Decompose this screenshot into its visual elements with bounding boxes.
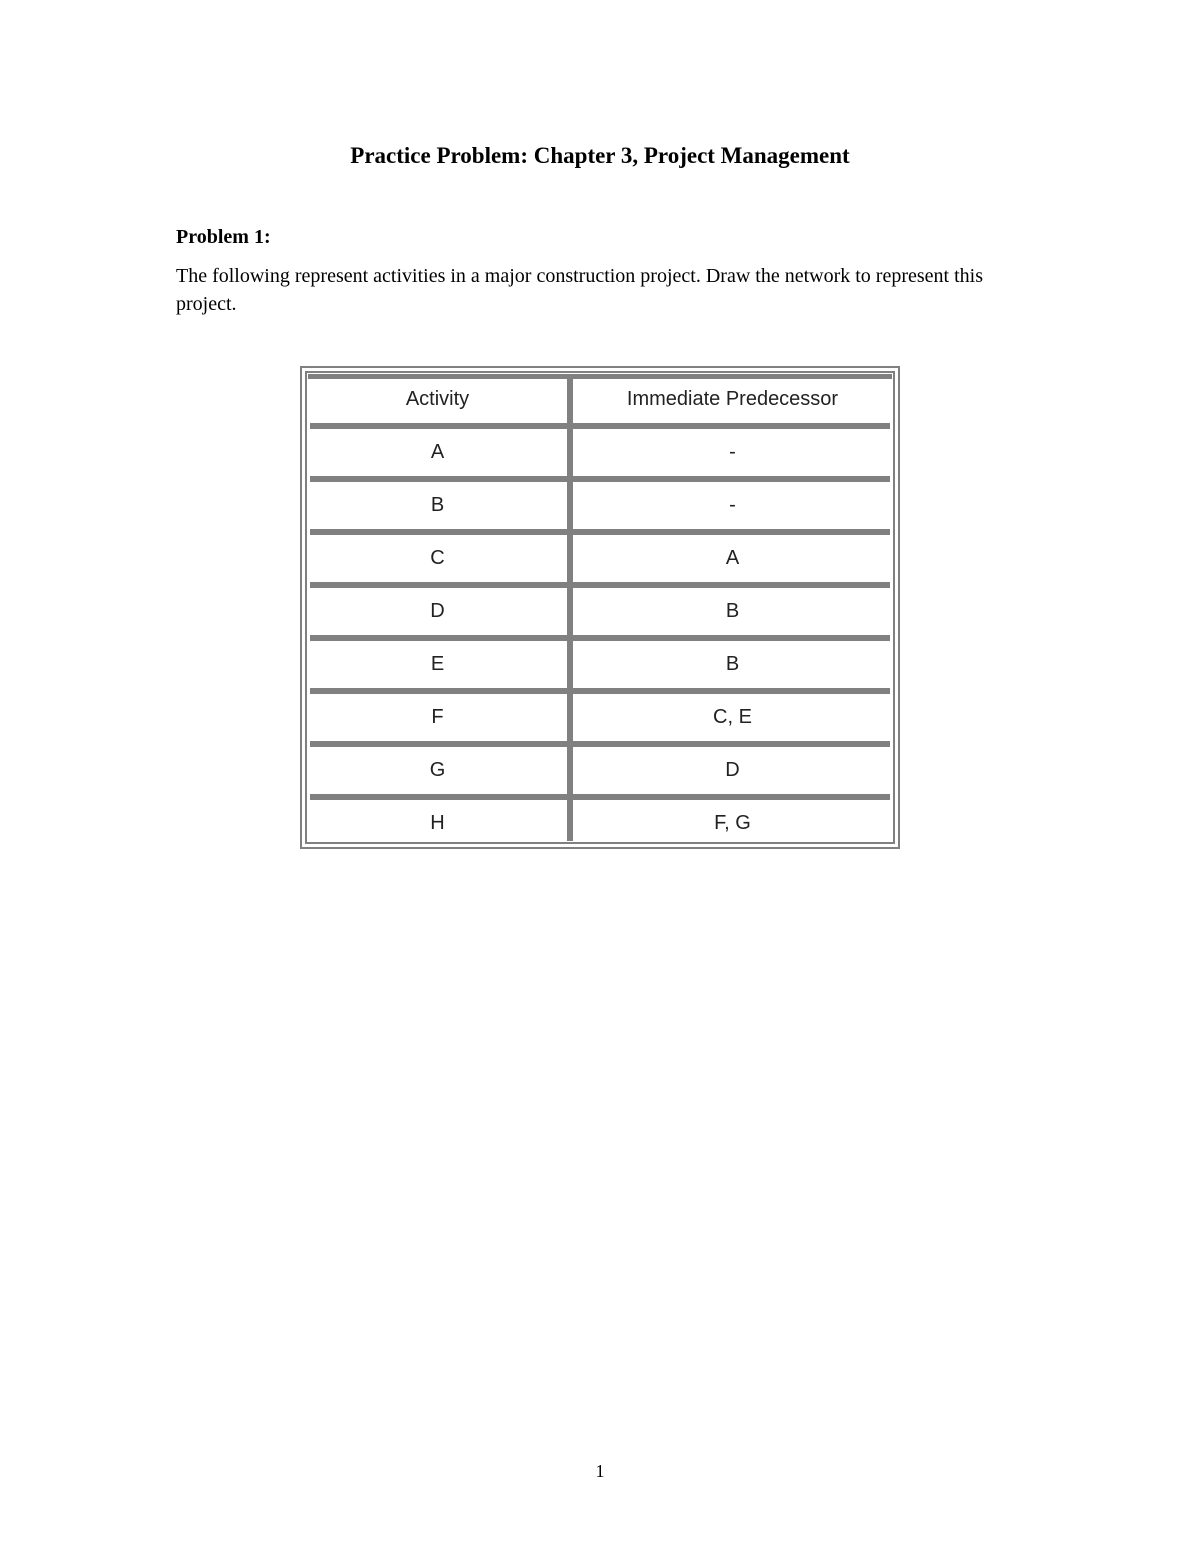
table-row [308, 800, 892, 847]
predecessor-cell: B [725, 653, 740, 675]
predecessor-cell: F, G [714, 812, 751, 834]
predecessor-cell: D [725, 759, 740, 781]
table-header-row [308, 376, 892, 423]
table-row [308, 588, 892, 635]
page-number: 1 [595, 1461, 605, 1481]
predecessor-cell: B [725, 600, 740, 622]
activity-cell: H [430, 812, 445, 834]
activity-table [300, 366, 900, 849]
predecessor-cell: C, E [713, 706, 752, 728]
activity-cell: F [431, 706, 444, 728]
problem-heading: Problem 1: [176, 226, 271, 248]
activity-cell: G [429, 759, 446, 781]
activity-cell: B [430, 494, 445, 516]
predecessor-cell: - [729, 494, 736, 516]
table-row [308, 747, 892, 794]
table-row [308, 535, 892, 582]
table-row [308, 429, 892, 476]
activity-cell: E [430, 653, 445, 675]
activity-cell: C [430, 547, 445, 569]
header-predecessor: Immediate Predecessor [626, 388, 839, 410]
page-title: Practice Problem: Chapter 3, Project Management [350, 143, 850, 168]
activity-cell: A [430, 441, 445, 463]
table-row [308, 641, 892, 688]
problem-text: The following represent activities in a major construction project. Draw the network to represent this project. [176, 265, 983, 315]
activity-cell: D [430, 600, 445, 622]
header-activity: Activity [405, 388, 470, 410]
predecessor-cell: - [729, 441, 736, 463]
table-row [308, 694, 892, 741]
predecessor-cell: A [725, 547, 740, 569]
table-row [308, 482, 892, 529]
